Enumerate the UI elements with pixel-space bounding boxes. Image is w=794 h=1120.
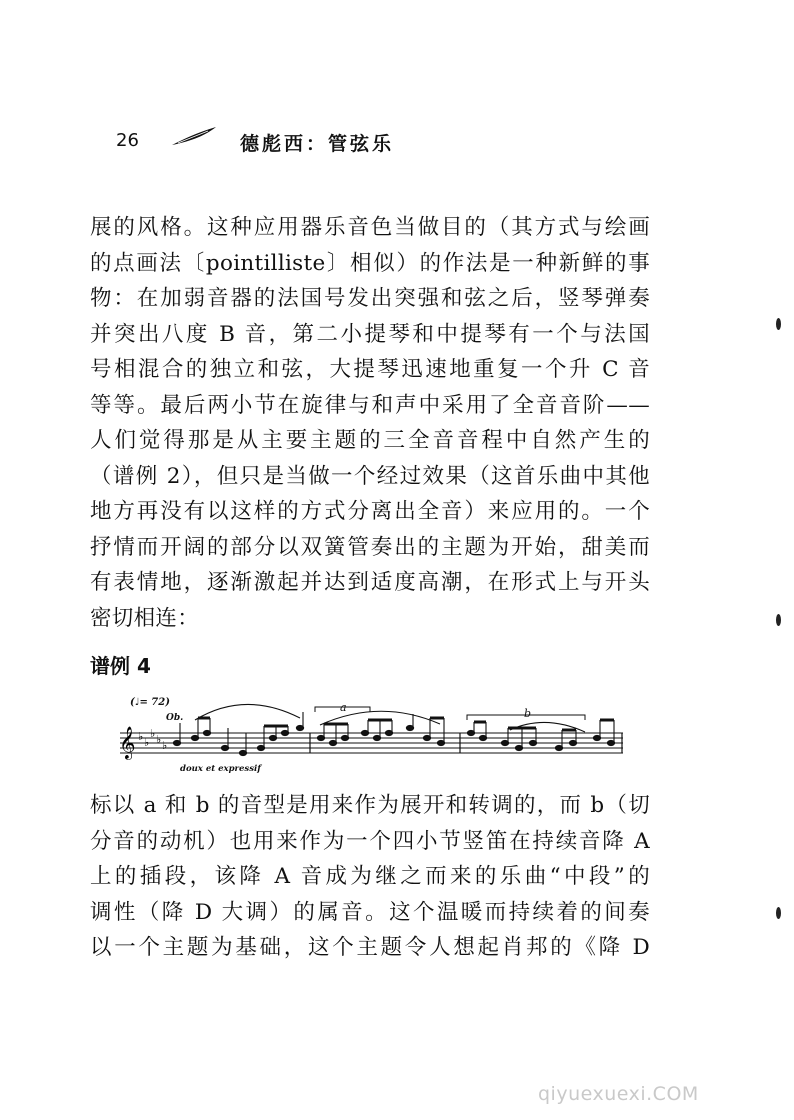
svg-text:♭: ♭ [150, 727, 156, 740]
text-line: 的点画法〔pointilliste〕相似）的作法是一种新鲜的事 [90, 250, 650, 276]
text-line: （谱例 2），但只是当做一个经过效果（这首乐曲中其他 [90, 463, 650, 489]
text-line: 号相混合的独立和弦，大提琴迅速地重复一个升 C 音 [90, 357, 650, 382]
text-line: 抒情而开阔的部分以双簧管奏出的主题为开始，甜美而 [90, 534, 650, 560]
body-paragraph-1 [90, 210, 650, 636]
instrument-label: Ob. [166, 713, 184, 723]
expression-marking: doux et expressif [180, 764, 261, 774]
body-paragraph-2 [90, 788, 650, 966]
text-line: 上的插段，该降 A 音成为继之而来的乐曲“中段”的 [90, 864, 650, 889]
text-line: 分音的动机）也用来作为一个四小节竖笛在持续音降 A [90, 828, 650, 854]
running-head: 德彪西：管弦乐 [240, 133, 395, 155]
text-line: 地方再没有以这样的方式分离出全音）来应用的。一个 [90, 499, 650, 524]
svg-text:♭: ♭ [162, 739, 168, 752]
example-label: 谱例 4 [90, 654, 151, 678]
text-line: 密切相连： [90, 605, 200, 631]
music-score-excerpt [115, 690, 625, 765]
text-line: 有表情地，逐渐激起并达到适度高潮，在形式上与开头 [90, 570, 650, 595]
margin-mark [776, 907, 781, 919]
text-line: 调性（降 D 大调）的属音。这个温暖而持续着的间奏 [90, 899, 650, 925]
text-line: 以一个主题为基础，这个主题令人想起肖邦的《降 D [90, 935, 650, 960]
svg-text:♭: ♭ [138, 730, 144, 743]
margin-mark [776, 614, 781, 626]
text-line: 展的风格。这种应用器乐音色当做目的（其方式与绘画 [90, 215, 650, 240]
page-number: 26 [116, 130, 139, 151]
svg-text:♭: ♭ [156, 733, 162, 746]
notes [173, 712, 614, 756]
quill-ornament-icon [170, 125, 218, 147]
text-line: 物：在加弱音器的法国号发出突强和弦之后，竖琴弹奏 [90, 286, 650, 311]
text-line: 标以 a 和 b 的音型是用来作为展开和转调的，而 b（切 [90, 793, 650, 818]
motif-a-label: a [340, 701, 347, 714]
svg-text:♭: ♭ [144, 736, 150, 749]
motif-b-label: b [524, 707, 532, 720]
text-line: 人们觉得那是从主要主题的三全音音程中自然产生的 [90, 428, 650, 453]
text-line: 等等。最后两小节在旋律与和声中采用了全音音阶—— [90, 392, 650, 418]
treble-clef-icon: 𝄞 [119, 726, 136, 759]
text-line: 并突出八度 B 音，第二小提琴和中提琴有一个与法国 [90, 321, 650, 347]
watermark: qiyuexuexi.COM [538, 1083, 699, 1105]
tempo-marking: (♩= 72) [130, 697, 170, 708]
margin-mark [776, 318, 781, 330]
